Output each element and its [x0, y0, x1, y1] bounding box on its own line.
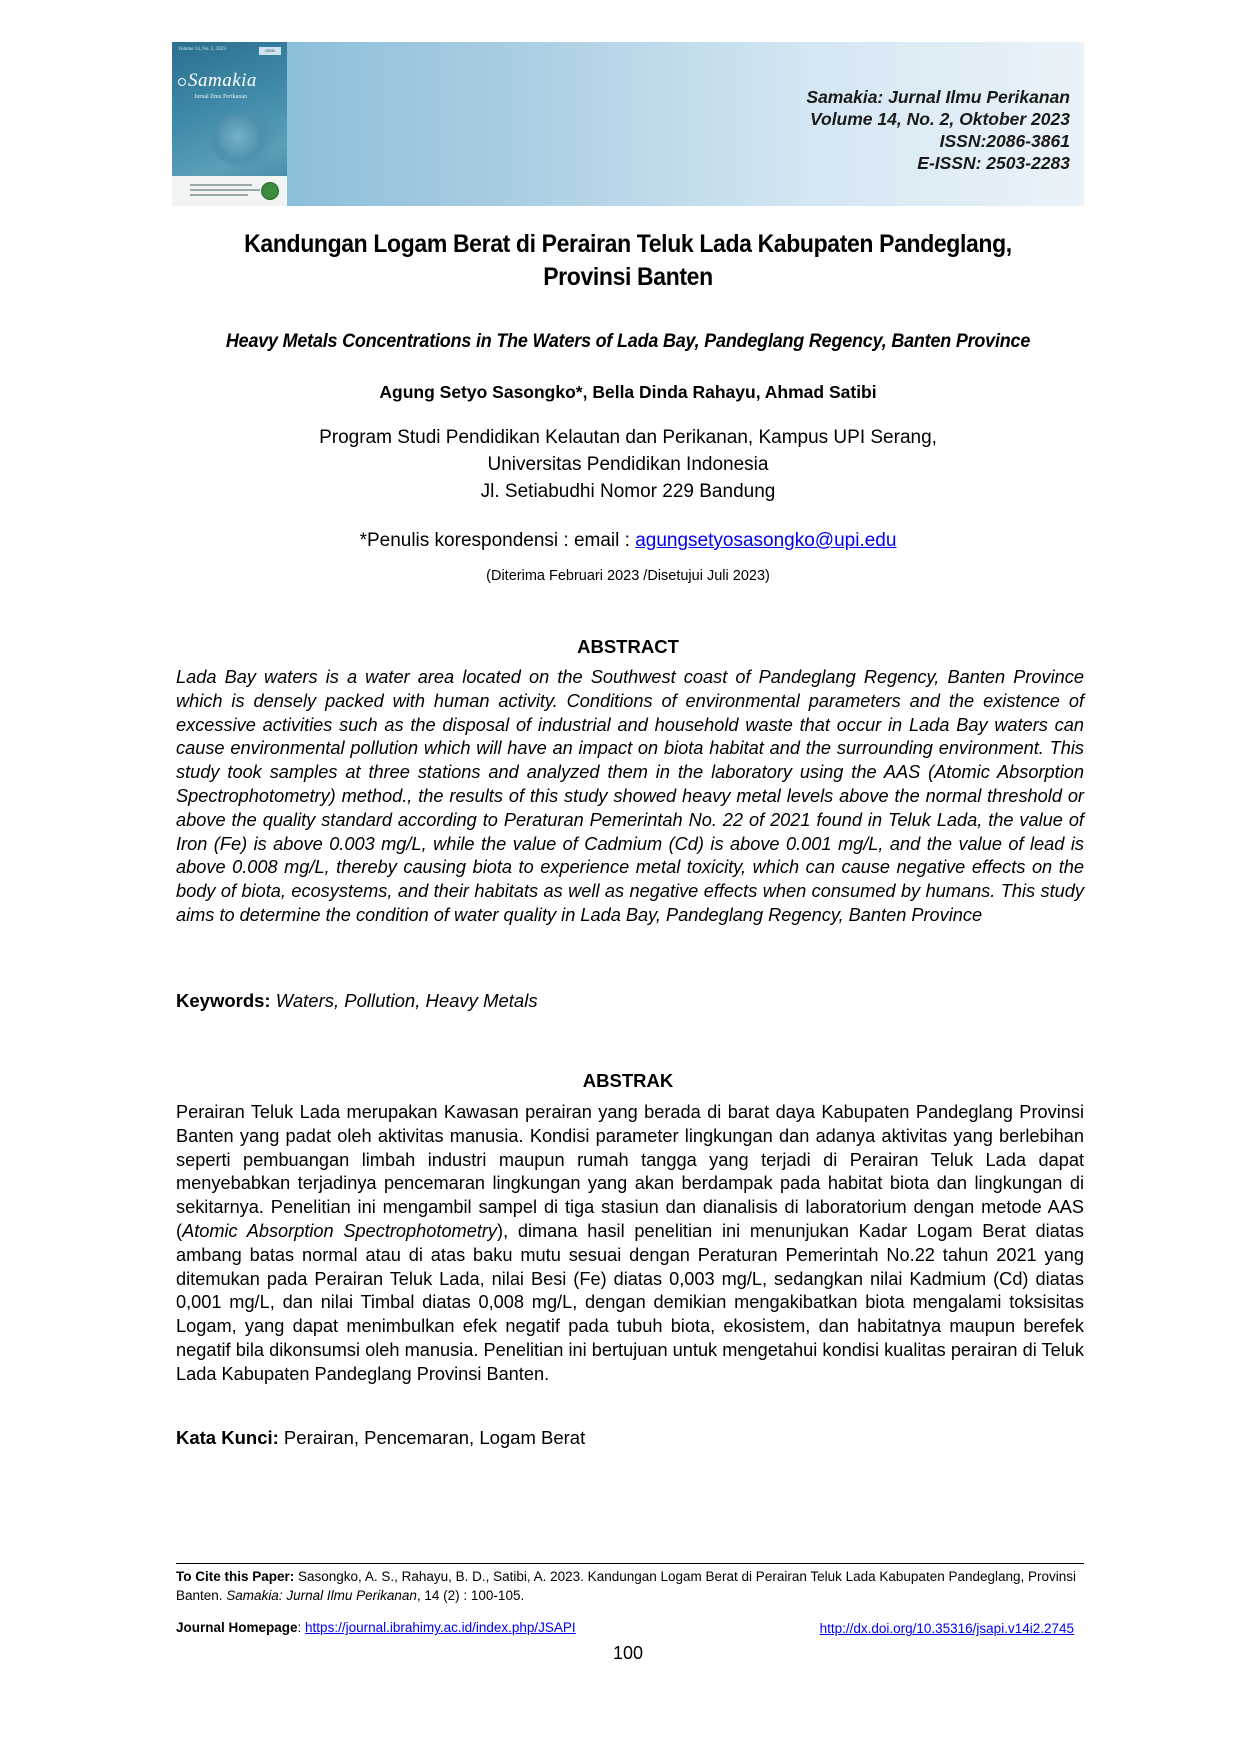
- cite-text-2: , 14 (2) : 100-105.: [416, 1588, 525, 1603]
- journal-info: [806, 86, 1070, 174]
- kata-kunci-values: Perairan, Pencemaran, Logam Berat: [278, 1427, 586, 1448]
- cover-text-line: [190, 189, 260, 191]
- cite-text-1: Sasongko, A. S., Rahayu, B. D., Satibi, A. 2023. Kandungan Logam Berat di Perairan Teluk Lada Kabupaten Pandeglang, Provinsi Banten.: [176, 1569, 1077, 1603]
- cover-subtitle: Jurnal Ilmu Perikanan: [194, 94, 247, 100]
- correspondence: [172, 530, 1084, 552]
- page-number: 100: [612, 1643, 644, 1663]
- abstract-heading: ABSTRACT: [577, 636, 679, 657]
- journal-issn: ISSN:2086-3861: [939, 131, 1070, 151]
- logo-circle-icon: [178, 78, 186, 86]
- kata-kunci-label: Kata Kunci:: [176, 1427, 279, 1448]
- journal-cover-image: [172, 42, 287, 206]
- cover-logo: [178, 70, 257, 92]
- abstract-indonesian-text: [176, 1101, 1084, 1387]
- abstrak-text-part2: ), dimana hasil penelitian ini menunjukan Kadar Logam Berat diatas ambang batas normal atau di atas baku mutu sesuai dengan Peraturan Pemerintah No.22 tahun 2021 yang ditemukan pada Perairan Teluk Lada, nilai Besi (Fe) diatas 0,003 mg/L, sedangkan nilai Kadmium (Cd) diatas 0,001 mg/L, dan nilai Timbal diatas 0,008 mg/L, dengan demikian mengakibatkan biota mengalami toksisitas Logam, yang dapat menimbulkan efek negatif pada tubuh biota, ekosistem, dan habitatnya maupun berefek negatif bila dikonsumsi oleh manusia. Penelitian ini bertujuan untuk mengetahui kondisi kualitas perairan di Teluk Lada Kabupaten Pandeglang Provinsi Banten.: [176, 1220, 1084, 1384]
- cite-label: To Cite this Paper:: [176, 1569, 295, 1584]
- cover-bottom-strip: [172, 176, 287, 206]
- cover-text-line: [190, 184, 252, 186]
- article-title: [208, 228, 1047, 294]
- journal-volume: Volume 14, No. 2, Oktober 2023: [809, 109, 1070, 129]
- cover-logo-text: Samakia: [188, 70, 257, 91]
- submission-dates: (Diterima Februari 2023 /Disetujui Juli 2023): [486, 568, 770, 584]
- journal-name: Samakia: Jurnal Ilmu Perikanan: [806, 87, 1070, 107]
- title-line-2: Provinsi Banten: [543, 263, 713, 291]
- doi-link[interactable]: http://dx.doi.org/10.35316/jsapi.v14i2.2745: [819, 1621, 1074, 1636]
- abstract-english-text: Lada Bay waters is a water area located on the Southwest coast of Pandeglang Regency, Banten Province which is densely packed with human activity. Conditions of environmental parameters and the existence of excessive activities such as the disposal of industrial and household waste that occur in Lada Bay waters can cause environmental pollution which will have an impact on biota habitat and the surrounding environment. This study took samples at three stations and analyzed them in the laboratory using the AAS (Atomic Absorption Spectrophotometry) method., the results of this study showed heavy metal levels above the normal threshold or above the quality standard according to Peraturan Pemerintah No. 22 of 2021 found in Teluk Lada, the value of Iron (Fe) is above 0.003 mg/L, while the value of Cadmium (Cd) is above 0.001 mg/L, and the value of lead is above 0.008 mg/L, thereby causing biota to experience metal toxicity, which can cause negative effects on the body of biota, ecosystems, and their habitats as well as negative effects when consumed by humans. This study aims to determine the condition of water quality in Lada Bay, Pandeglang Regency, Banten Province: [176, 667, 1084, 925]
- homepage-separator: :: [297, 1620, 306, 1635]
- journal-header-banner: [172, 42, 1084, 206]
- cite-journal: Samakia: Jurnal Ilmu Perikanan: [226, 1588, 417, 1603]
- fish-illustration-icon: [210, 112, 280, 167]
- journal-homepage: [176, 1620, 576, 1635]
- keywords-values: Waters, Pollution, Heavy Metals: [270, 990, 538, 1011]
- journal-eissn: E-ISSN: 2503-2283: [917, 153, 1070, 173]
- citation: [176, 1567, 1084, 1605]
- title-line-1: Kandungan Logam Berat di Perairan Teluk Lada Kabupaten Pandeglang,: [244, 230, 1012, 258]
- cover-issn: ISSN: [259, 47, 281, 55]
- keywords-english: [176, 990, 1084, 1012]
- keywords-indonesian: [176, 1427, 1084, 1449]
- authors: Agung Setyo Sasongko*, Bella Dinda Rahayu, Ahmad Satibi: [379, 382, 877, 402]
- affiliation-line-1: Program Studi Pendidikan Kelautan dan Perikanan, Kampus UPI Serang,: [319, 427, 937, 448]
- footer-divider: [176, 1563, 1084, 1564]
- cover-text-line: [190, 194, 248, 196]
- correspondence-label: *Penulis korespondensi : email :: [359, 530, 636, 551]
- affiliation-line-3: Jl. Setiabudhi Nomor 229 Bandung: [480, 481, 776, 502]
- affiliation-line-2: Universitas Pendidikan Indonesia: [487, 454, 769, 475]
- homepage-link[interactable]: https://journal.ibrahimy.ac.id/index.php/JSAPI: [305, 1620, 576, 1635]
- article-subtitle-english: Heavy Metals Concentrations in The Waters of Lada Bay, Pandeglang Regency, Banten Province: [225, 330, 1031, 352]
- cover-volume: Volume 14, No. 2, 2023: [178, 47, 226, 52]
- doi: [820, 1621, 1074, 1636]
- correspondence-email-link[interactable]: agungsetyosasongko@upi.edu: [635, 530, 897, 551]
- homepage-label: Journal Homepage: [176, 1620, 298, 1635]
- keywords-label: Keywords:: [176, 990, 271, 1011]
- abstrak-text-italic: Atomic Absorption Spectrophotometry: [182, 1220, 498, 1241]
- abstrak-text-part1: Perairan Teluk Lada merupakan Kawasan perairan yang berada di barat daya Kabupaten Pandeglang Provinsi Banten yang padat oleh aktivitas manusia. Kondisi parameter lingkungan dan adanya aktivitas yang berlebihan seperti pembuangan limbah industri maupun rumah tangga yang terjadi di Perairan Teluk Lada dapat menyebabkan terjadinya pencemaran lingkungan yang akan berdampak pada habitat biota dan lingkungan di sekitarnya. Penelitian ini mengambil sampel di tiga stasiun dan dianalisis di laboratorium dengan metode AAS (: [176, 1102, 1084, 1241]
- university-seal-icon: [261, 182, 279, 200]
- affiliation: [172, 424, 1084, 505]
- abstrak-heading: ABSTRAK: [582, 1070, 674, 1091]
